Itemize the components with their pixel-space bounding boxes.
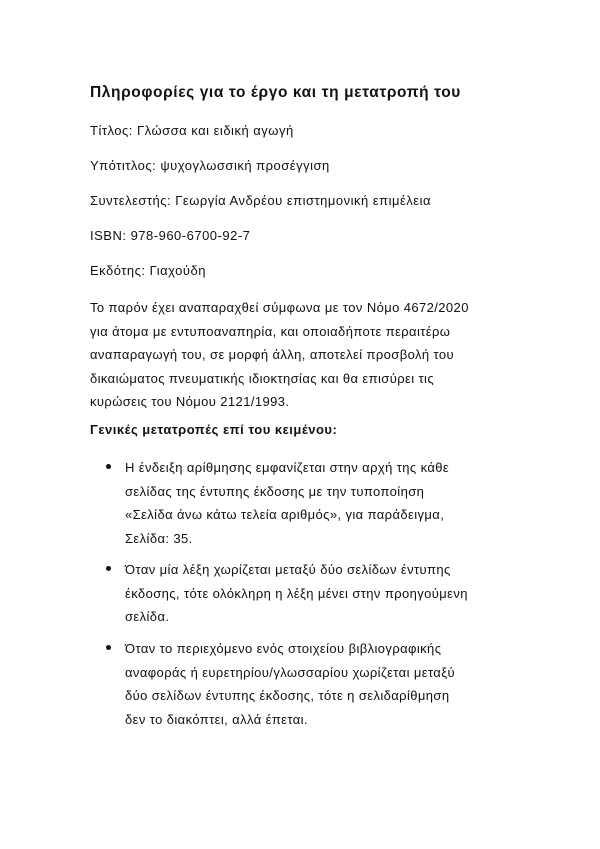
legal-notice-line: κυρώσεις του Νόμου 2121/1993.	[90, 394, 290, 409]
section-heading: Γενικές μετατροπές επί του κειμένου:	[90, 422, 338, 437]
list-item-line: σελίδας της έντυπης έκδοσης με την τυποποίηση	[125, 483, 425, 499]
list-item-line: δύο σελίδων έντυπης έκδοσης, τότε η σελιδαρίθμηση	[125, 688, 450, 703]
list-item-line: Όταν μία λέξη χωρίζεται μεταξύ δύο σελίδων έντυπης	[125, 562, 451, 577]
list-item-line: αναφοράς ή ευρετηρίου/γλωσσαρίου χωρίζεται μεταξύ	[125, 664, 455, 680]
list-item-line: Η ένδειξη αρίθμησης εμφανίζεται στην αρχή της κάθε	[125, 460, 450, 475]
bullet-icon	[106, 645, 111, 650]
list-item-line: Σελίδα: 35.	[125, 530, 193, 546]
list-item-line: σελίδα.	[125, 609, 170, 624]
list-item-text	[125, 456, 535, 550]
legal-notice-line: Το παρόν έχει αναπαραχθεί σύμφωνα με τον Νόμο 4672/2020	[90, 300, 469, 315]
bullet-icon	[106, 464, 111, 469]
list-item-line: δεν το διακόπτει, αλλά έπεται.	[125, 711, 308, 727]
list-item-line: Όταν το περιεχόμενο ενός στοιχείου βιβλιογραφικής	[125, 641, 442, 656]
list-item-line: «Σελίδα άνω κάτω τελεία αριθμός», για παράδειγμα,	[125, 507, 445, 522]
legal-notice	[90, 296, 532, 414]
isbn-field: ISBN: 978-960-6700-92-7	[90, 228, 251, 243]
list-item-line: έκδοσης, τότε ολόκληρη η λέξη μένει στην προηγούμενη	[125, 585, 468, 601]
publisher-field: Εκδότης: Γιαχούδη	[90, 263, 206, 278]
page-title: Πληροφορίες για το έργο και τη μετατροπή του	[90, 84, 461, 101]
subtitle-field: Υπότιτλος: ψυχογλωσσική προσέγγιση	[90, 158, 330, 173]
legal-notice-line: δικαιώματος πνευματικής ιδιοκτησίας και θα επισύρει τις	[90, 370, 434, 386]
list-item-text	[125, 637, 535, 731]
legal-notice-line: αναπαραγωγή του, σε μορφή άλλη, αποτελεί προσβολή του	[90, 347, 455, 362]
legal-notice-line: για άτομα με εντυποαναπηρία, και οποιαδήποτε περαιτέρω	[90, 323, 451, 339]
title-field: Τίτλος: Γλώσσα και ειδική αγωγή	[90, 123, 294, 138]
contributor-field: Συντελεστής: Γεωργία Ανδρέου επιστημονική επιμέλεια	[90, 193, 431, 208]
list-item-text	[125, 558, 535, 629]
bullet-icon	[106, 566, 111, 571]
